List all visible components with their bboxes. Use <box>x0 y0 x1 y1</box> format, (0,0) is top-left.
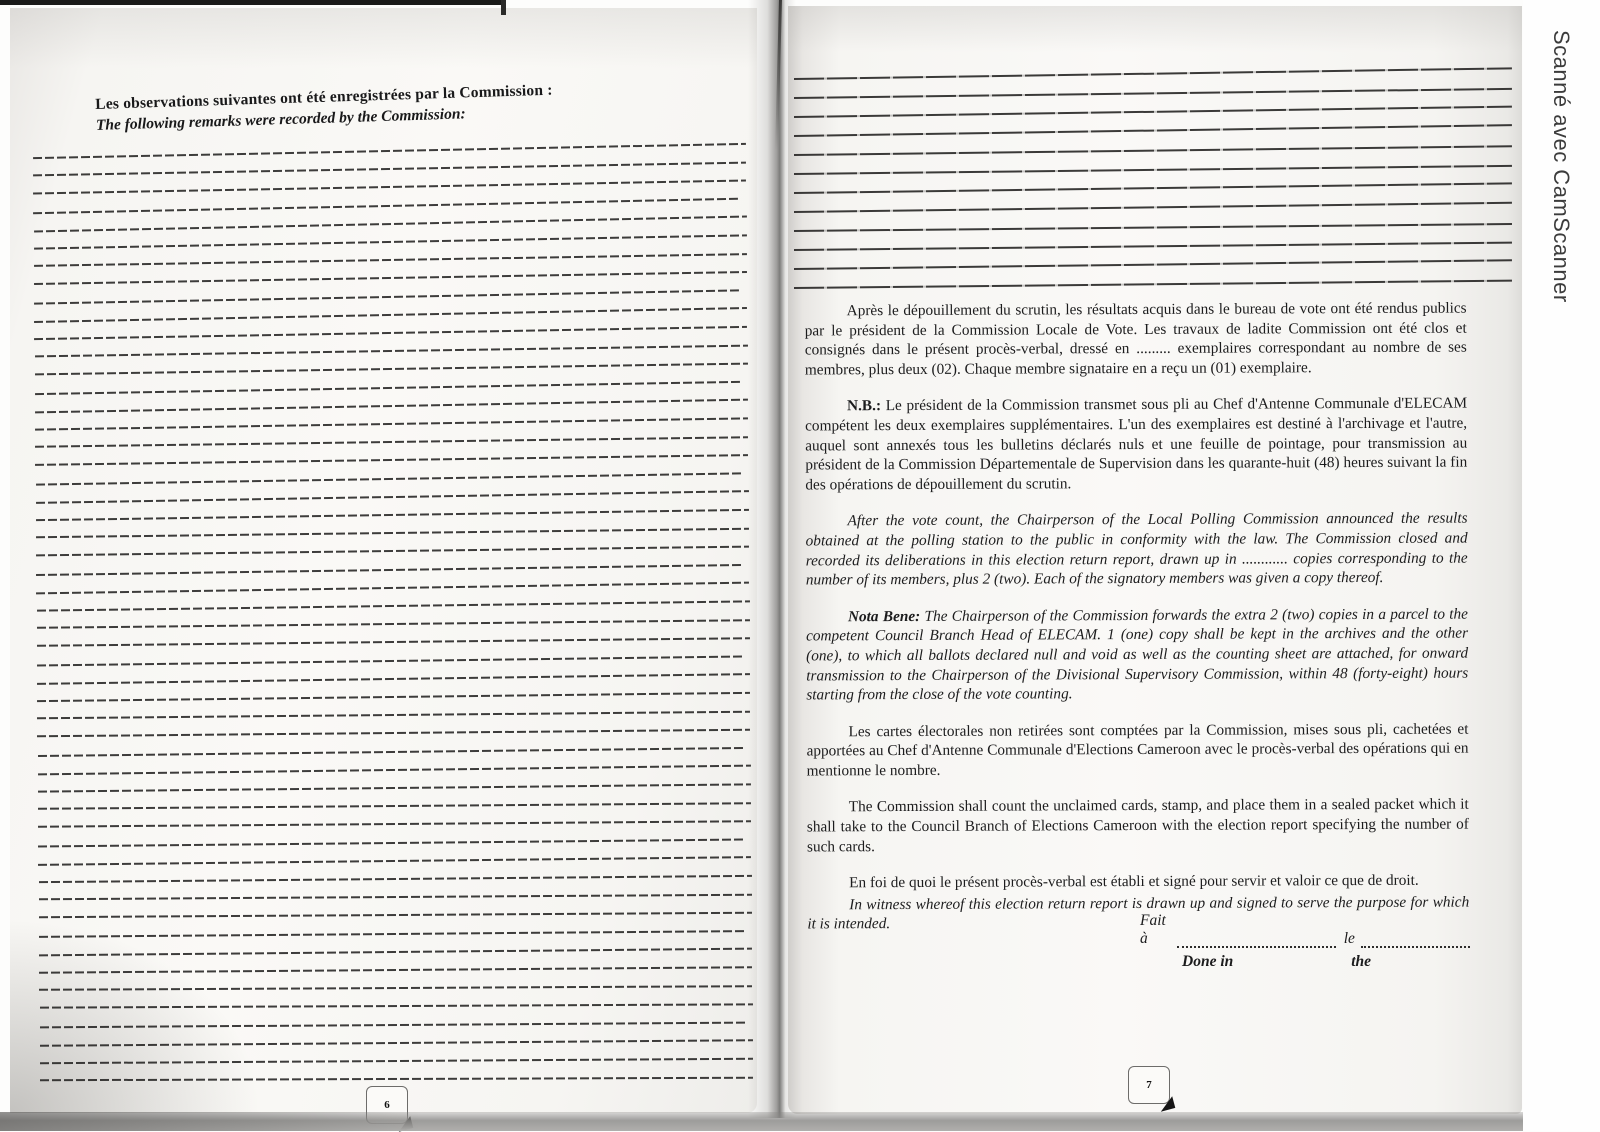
blank-line <box>39 966 752 973</box>
blank-line <box>34 326 747 340</box>
blank-line <box>36 528 749 539</box>
blank-line <box>33 143 746 159</box>
scan-table-shadow <box>0 1112 420 1131</box>
blank-line <box>34 289 739 304</box>
blank-line <box>36 564 741 576</box>
page-shading <box>10 913 270 1113</box>
paragraph <box>805 394 1467 495</box>
page-number: 6 <box>384 1099 390 1111</box>
paragraph-text: Après le dépouillement du scrutin, les résultats acquis dans le bureau de vote ont été rendus publics par le président de la Commission Locale de Vote. Les travaux de ladite Commission ont été clos et consignés dans le présent procès-verbal, dressé en ......... exemplaires correspondant au nombre de ses membres, plus deux (02). Chaque membre signataire en a reçu un (01) exemplaire. <box>804 299 1467 379</box>
blank-line <box>37 655 742 666</box>
blank-line <box>36 472 741 485</box>
paragraph <box>807 871 1469 893</box>
blank-line <box>794 106 1512 118</box>
page-number: 7 <box>1146 1079 1152 1091</box>
blank-line <box>33 162 746 177</box>
blank-line <box>38 747 743 757</box>
paragraph-text: Le président de la Commission transmet sous pli au Chef d'Antenne Communale d'ELECAM compétent les deux exemplaires supplémentaires. L'un des exemplaires est destiné à l'archivage et l'autre, auquel sont annexés tous les bulletins déclarés nuls et une feuille de pointage, pour transmission au président de la Commission Départementale de Supervision dans les quarante-huit (48) heures suivant la fin des opérations de dépouillement du scrutin. <box>805 394 1468 494</box>
blank-line <box>794 88 1512 99</box>
blank-line <box>35 436 748 448</box>
date-place-block <box>1140 912 1470 971</box>
blank-line <box>39 875 752 883</box>
paragraph-text: The Chairperson of the Commission forwards the extra 2 (two) copies in a parcel to the competent Council Branch Head of ELECAM. 1 (one) copy shall be kept in the archives and the other (one), to which all ballots declared null and void as well as the counting sheet are attached, for onward transmission to the Chairperson of the Divisional Supervisory Commission, within 48 (forty-eight) hours starting from the close of the vote counting. <box>806 605 1469 704</box>
scan-edge-artifact <box>501 0 506 15</box>
paragraph <box>805 299 1467 380</box>
blank-line <box>35 398 748 413</box>
fait-a-line <box>1140 912 1470 948</box>
blank-line <box>35 363 748 376</box>
blank-line <box>40 1004 753 1009</box>
dotted-blank-date <box>1361 933 1470 948</box>
done-in-label: Done in <box>1182 953 1234 970</box>
blank-line <box>36 546 749 557</box>
blank-line <box>794 165 1512 175</box>
blank-line <box>38 783 751 792</box>
the-label: the <box>1351 953 1372 970</box>
blank-line <box>794 202 1512 213</box>
remarks-header-french: Les observations suivantes ont été enregistrées par la Commission : <box>95 81 553 113</box>
blank-line <box>794 242 1512 251</box>
blank-line <box>37 729 750 738</box>
blank-line <box>34 215 747 232</box>
blank-line <box>39 985 752 991</box>
blank-line <box>35 380 740 394</box>
left-page <box>10 8 757 1113</box>
blank-line <box>37 711 750 720</box>
right-page <box>788 6 1522 1114</box>
blank-line <box>36 581 749 594</box>
paragraph <box>806 509 1468 590</box>
blank-line <box>37 692 750 702</box>
paragraph-text: En foi de quoi le présent procès-verbal est établi et signé pour servir et valoir ce que de droit. <box>849 872 1419 892</box>
paragraph <box>806 719 1468 781</box>
blank-line <box>794 67 1512 80</box>
paragraph-lead: Nota Bene: <box>847 607 921 625</box>
paragraph <box>806 604 1468 705</box>
remarks-header-english: The following remarks were recorded by the Commission: <box>95 105 466 134</box>
blank-line <box>38 764 751 775</box>
fait-a-label: Fait à <box>1140 912 1166 947</box>
blank-line <box>37 673 750 685</box>
dotted-blank-place <box>1177 933 1336 948</box>
blank-line <box>34 234 747 249</box>
blank-line <box>35 345 748 358</box>
blank-line <box>794 124 1512 137</box>
blank-line <box>37 619 750 629</box>
folded-corner-mark <box>1158 1096 1176 1111</box>
blank-line <box>37 638 750 648</box>
scan-table-surface <box>0 1112 1523 1131</box>
blank-line <box>40 1077 753 1081</box>
blank-line <box>38 856 751 866</box>
page-shading <box>10 8 757 68</box>
blank-line <box>794 182 1512 194</box>
paragraph <box>807 795 1469 857</box>
blank-line <box>38 838 743 847</box>
blank-line <box>38 802 751 810</box>
paragraph-text: The Commission shall count the unclaimed cards, stamp, and place them in a sealed packet which it shall take to the Council Branch of Elections Cameroon with the election report specifying the number of such cards. <box>806 796 1469 856</box>
blank-line <box>794 280 1512 289</box>
page-shading <box>788 6 1522 52</box>
blank-line <box>34 271 747 285</box>
body-paragraphs <box>805 299 1470 952</box>
paragraph-text: Les cartes électorales non retirées sont comptées par la Commission, mises sous pli, cachetées et apportées au Chef d'Antenne Communale d'Elections Cameroon avec le procès-verbal des opérations qui en mentionne le nombre. <box>806 720 1469 780</box>
scan-edge-artifact <box>0 0 506 5</box>
blank-line <box>33 197 738 213</box>
done-in-line <box>1140 953 1470 971</box>
blank-line <box>34 307 747 323</box>
blank-line <box>794 145 1512 156</box>
paragraph-text: After the vote count, the Chairperson of the Local Polling Commission announced the results obtained at the polling station to the public in conformity with the law. The Commission closed and recorded its deliberations in this election return report, drawn up in ............ copies corresponding to the number of its members, plus 2 (two). Each of the signatory members was given a copy thereof. <box>805 509 1468 589</box>
blank-line <box>40 1058 753 1064</box>
blank-line <box>34 253 747 267</box>
paragraph-text: In witness whereof this election return report is drawn up and signed to serve the purpose for which it is intended. <box>807 893 1470 933</box>
blank-line <box>33 180 746 195</box>
blank-line <box>40 1021 745 1028</box>
blank-line <box>36 490 749 504</box>
blank-line <box>37 600 750 611</box>
blank-line <box>794 223 1512 232</box>
blank-line <box>40 1039 753 1047</box>
blank-line <box>35 454 748 466</box>
blank-line <box>39 912 752 918</box>
blank-line <box>39 947 752 956</box>
paragraph-lead: N.B.: <box>847 397 882 415</box>
remarks-header <box>95 78 656 135</box>
camscanner-watermark: Scanné avec CamScanner <box>1549 30 1574 303</box>
le-label: le <box>1343 930 1355 947</box>
page-number-box <box>1128 1066 1170 1104</box>
blank-line <box>36 509 749 521</box>
blank-line <box>35 417 748 430</box>
blank-line <box>38 821 751 828</box>
blank-line <box>39 894 752 901</box>
blank-line <box>39 930 744 938</box>
blank-line <box>794 259 1512 270</box>
